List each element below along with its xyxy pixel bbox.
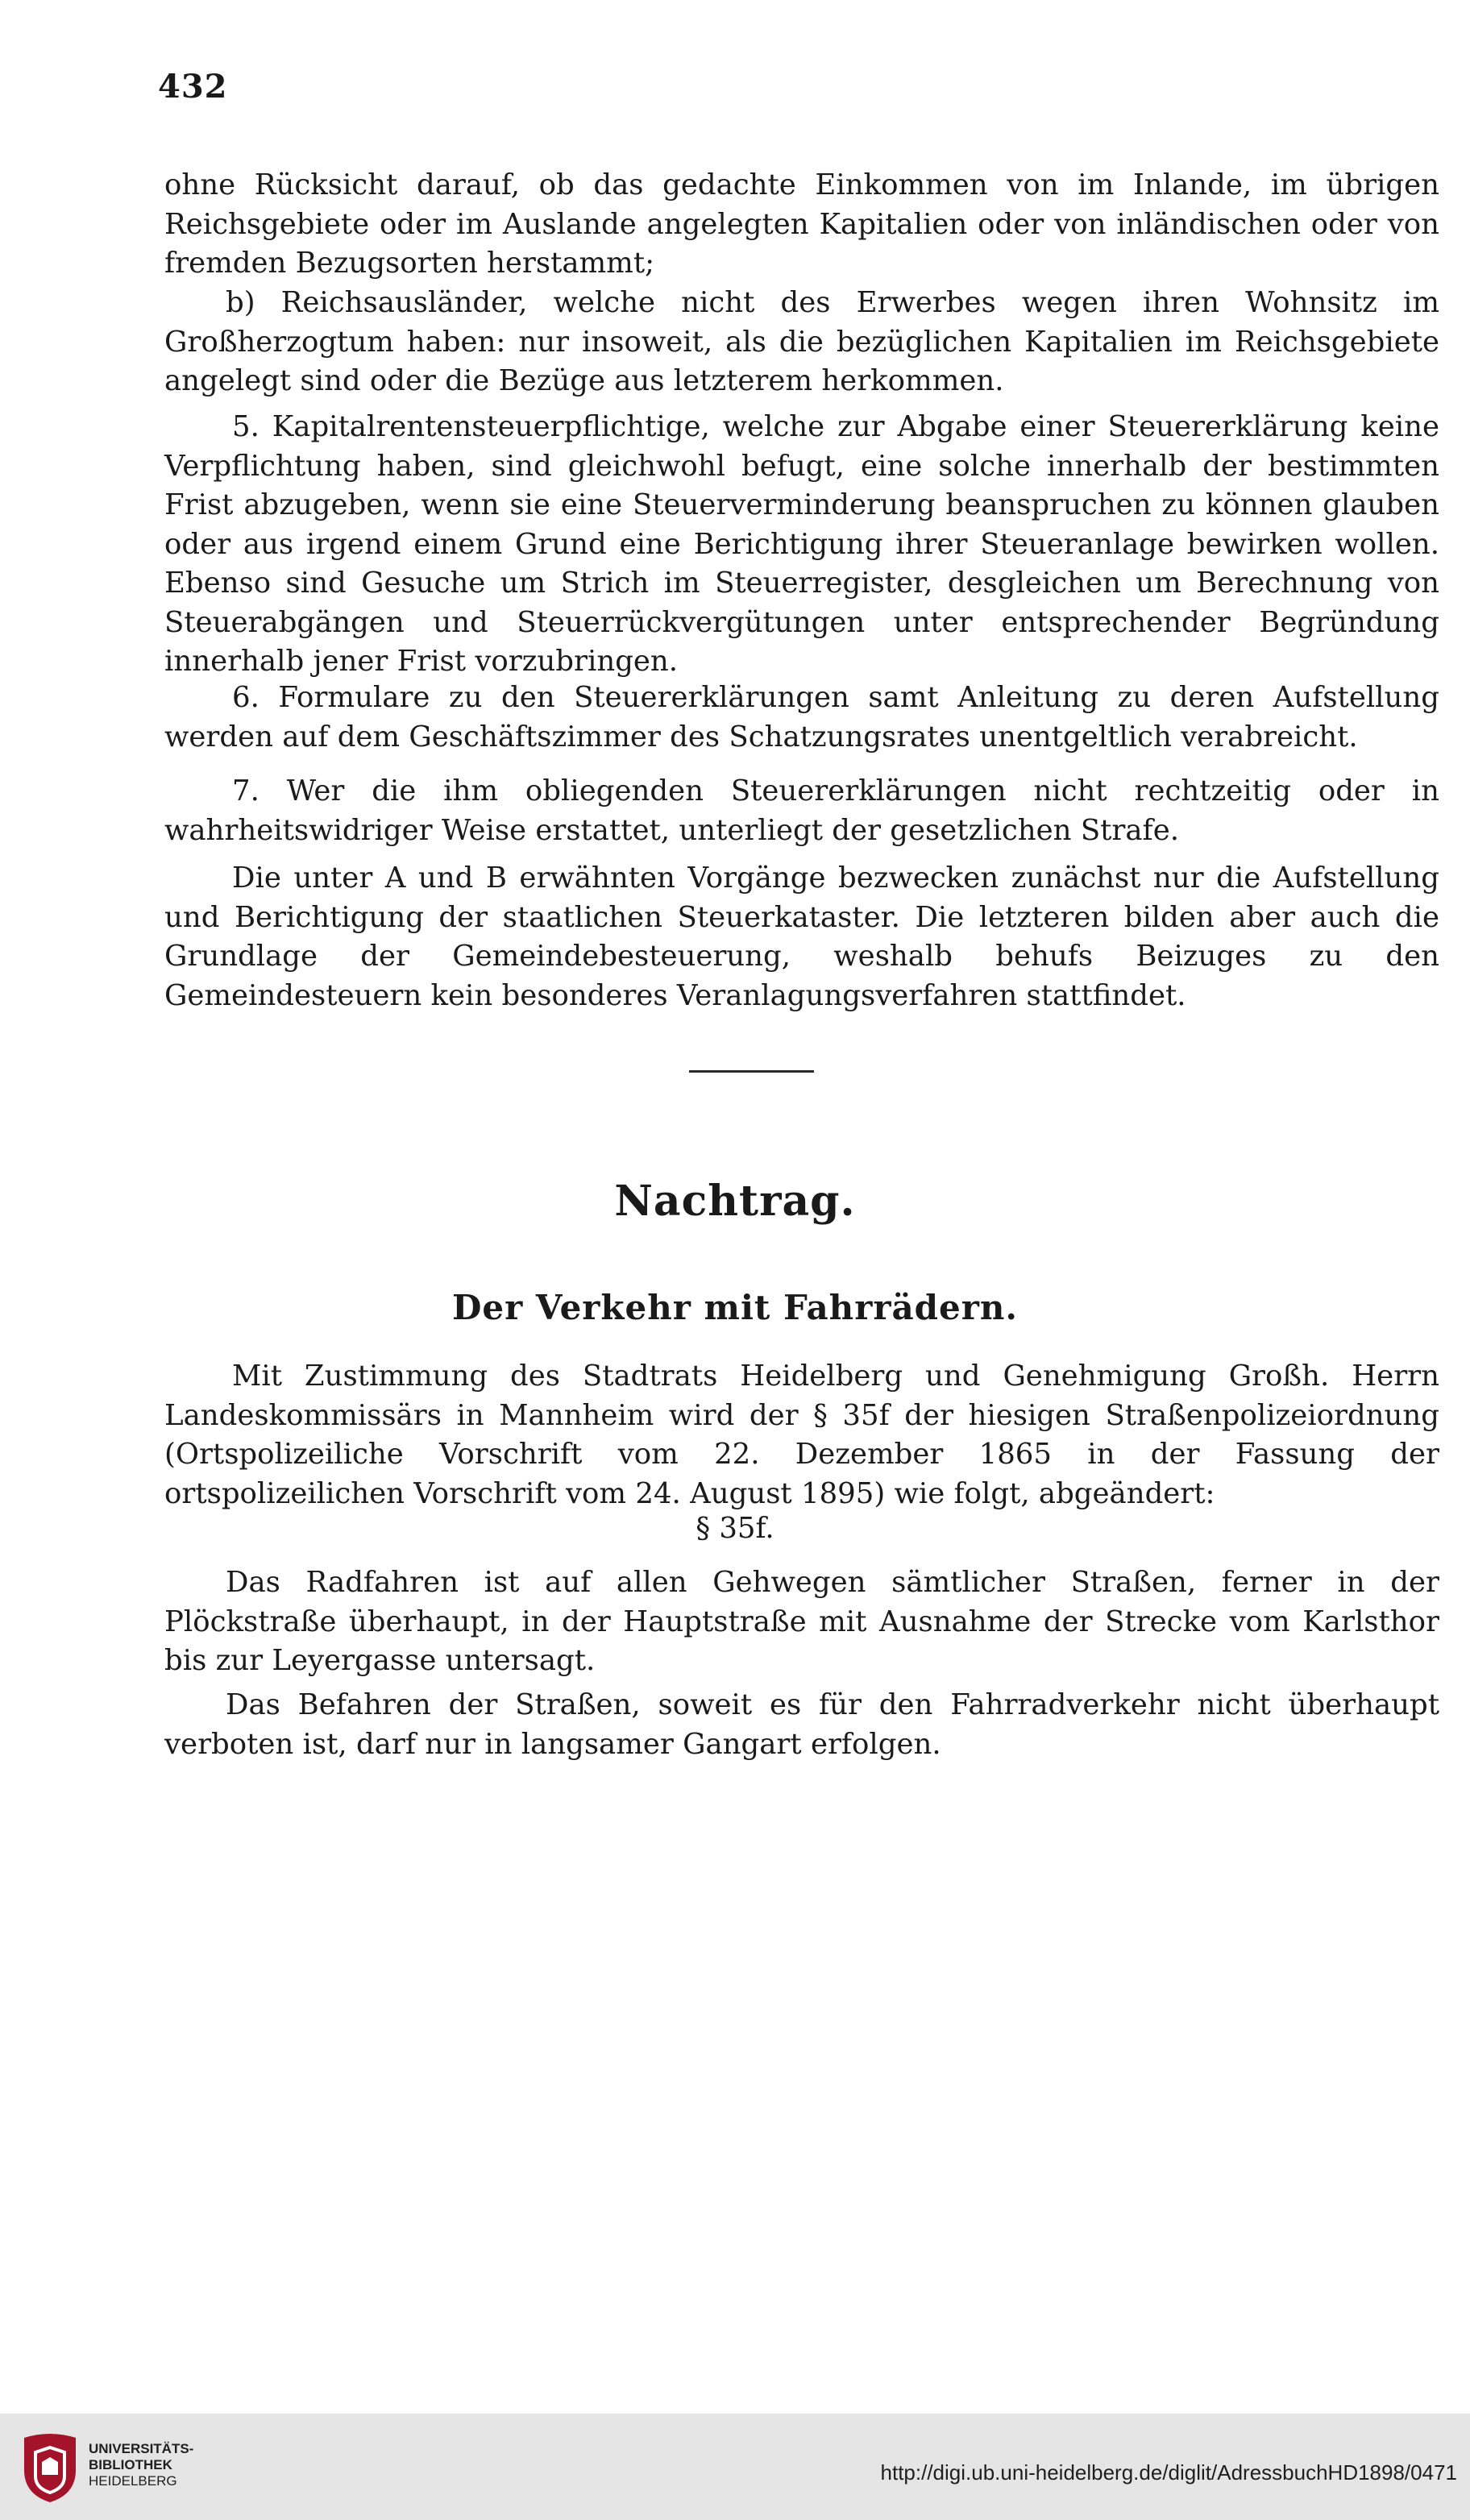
fahrraeder-subheading: Der Verkehr mit Fahrrädern. (451, 1288, 1019, 1327)
nachtrag-heading: Nachtrag. (614, 1177, 856, 1226)
section-label: § 35f. (696, 1512, 774, 1545)
closing-paragraph: Die unter A und B erwähnten Vorgänge bezwecken zunächst nur die Aufstellung und Berichtigung der staatlichen Steuerkataster. Die letzteren bilden aber auch die Grundlage der Gemeindebesteuerung, weshalb behufs Beizuges zu den Gemeindesteuern kein besonderes Veranlagungsverfahren stattfindet. (164, 861, 1439, 1012)
section-divider (689, 1070, 814, 1073)
logo-line-3: HEIDELBERG (89, 2473, 177, 2489)
page-number: 432 (158, 68, 228, 106)
library-seal-icon (18, 2430, 82, 2504)
item-5-paragraph: 5. Kapitalrentensteuerpflichtige, welche zur Abgabe einer Steuererklärung keine Verpflichtung haben, sind gleichwohl befugt, eine solche innerhalb der bestimmten Frist abzugeben, wenn sie eine Steuerverminderung beanspruchen zu können glauben oder aus irgend einem Grund eine Berichtigung ihrer Steueranlage bewirken wollen. Ebenso sind Gesuche um Strich im Steuerregister, desgleichen um Berechnung von Steuerabgängen und Steuerrückvergütungen unter entsprechender Begründung innerhalb jener Frist vorzubringen. (164, 410, 1439, 678)
item-7-paragraph: 7. Wer die ihm obliegenden Steuererklärungen nicht rechtzeitig oder in wahrheitswidriger Weise erstattet, unterliegt der gesetzlichen Strafe. (164, 774, 1439, 847)
logo-line-2: BIBLIOTHEK (89, 2457, 172, 2472)
nachtrag-intro-paragraph: Mit Zustimmung des Stadtrats Heidelberg und Genehmigung Großh. Herrn Landeskommissärs in Mannheim wird der § 35f der hiesigen Straßenpolizeiordnung (Ortspolizeiliche Vorschrift vom 22. Dezember 1865 in der Fassung der ortspolizeilichen Vorschrift vom 24. August 1895) wie folgt, abgeändert: (164, 1360, 1439, 1510)
source-url-link[interactable]: http://digi.ub.uni-heidelberg.de/diglit/AdressbuchHD1898/0471 (880, 2460, 1457, 2485)
logo-line-1: UNIVERSITÄTS- (89, 2441, 194, 2456)
library-footer (0, 2414, 1470, 2520)
befahren-paragraph: Das Befahren der Straßen, soweit es für den Fahrradverkehr nicht überhaupt verboten ist, darf nur in langsamer Gangart erfolgen. (164, 1688, 1439, 1761)
intro-continuation-paragraph: ohne Rücksicht darauf, ob das gedachte Einkommen von im Inlande, im übrigen Reichsgebiete oder im Auslande angelegten Kapitalien oder von inländischen oder von fremden Bezugsorten herstammt; (164, 168, 1439, 280)
radfahren-paragraph: Das Radfahren ist auf allen Gehwegen sämtlicher Straßen, ferner in der Plöckstraße überhaupt, in der Hauptstraße mit Ausnahme der Strecke vom Karlsthor bis zur Leyergasse untersagt. (164, 1566, 1439, 1677)
item-6-paragraph: 6. Formulare zu den Steuererklärungen samt Anleitung zu deren Aufstellung werden auf dem Geschäftszimmer des Schatzungsrates unentgeltlich verabreicht. (164, 681, 1439, 754)
university-library-logo (18, 2430, 308, 2504)
item-b-paragraph: b) Reichsausländer, welche nicht des Erwerbes wegen ihren Wohnsitz im Großherzogtum haben: nur insoweit, als die bezüglichen Kapitalien im Reichsgebiete angelegt sind oder die Bezüge aus letzterem herkommen. (164, 286, 1439, 397)
